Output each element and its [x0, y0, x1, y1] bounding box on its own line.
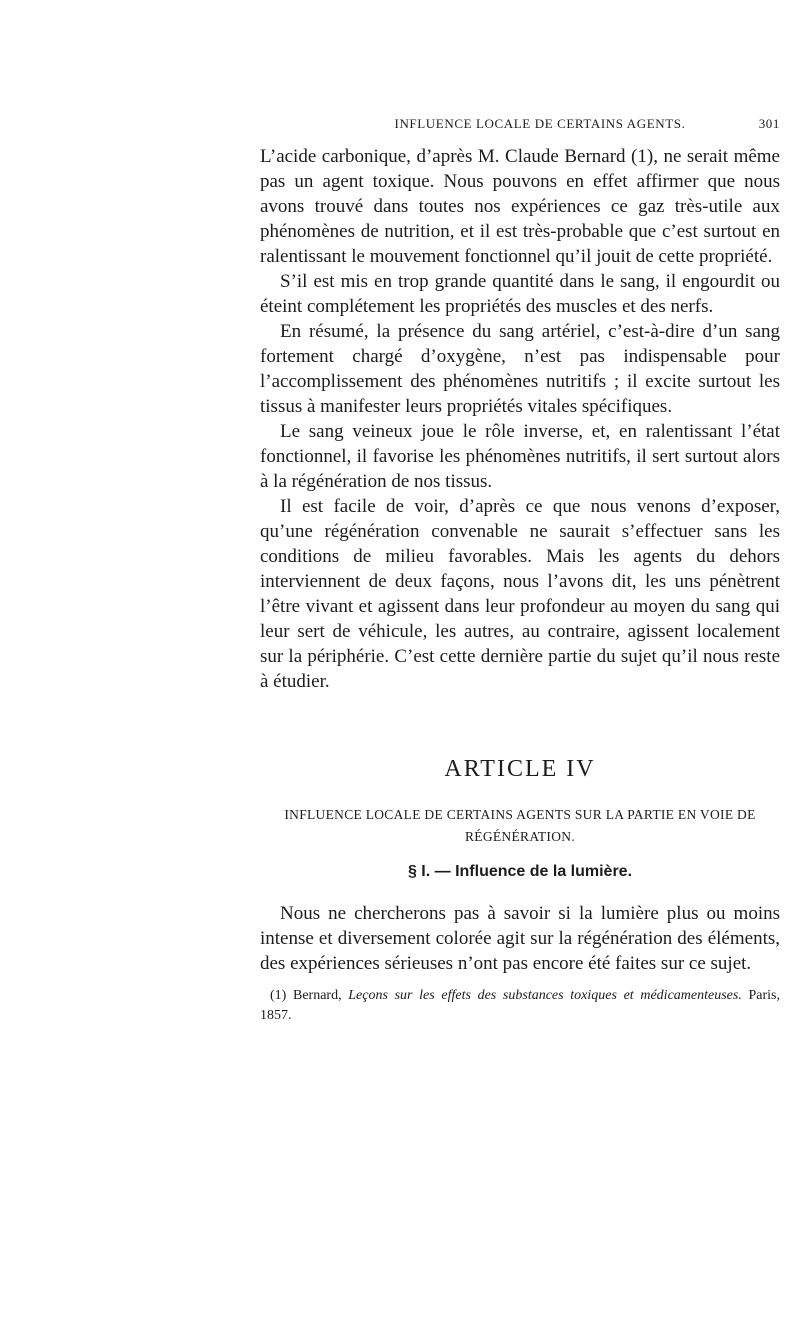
body-text [260, 144, 780, 694]
footnote [260, 986, 780, 1026]
article-subtitle-line1: INFLUENCE LOCALE DE CERTAINS AGENTS SUR LA PARTIE EN VOIE DE [284, 807, 756, 822]
paragraph-acide-carbonique: L’acide carbonique, d’après M. Claude Bernard (1), ne serait même pas un agent toxique. Nous pouvons en effet affirmer que nous avons trouvé dans toutes nos expériences ce gaz très-utile aux phénomènes de nutrition, et il est très-probable que c’est surtout en ralentissant le mouvement fonctionnel qu’il jouit de cette propriété. [260, 146, 780, 267]
article-heading: ARTICLE IV [444, 756, 596, 782]
footnote-place-date: Paris, 1857. [260, 988, 780, 1023]
paragraph-quantite: S’il est mis en trop grande quantité dans le sang, il engourdit ou éteint complétement les propriétés des muscles et des nerfs. [260, 271, 780, 317]
footnote-marker: (1) Bernard, [270, 988, 342, 1003]
paragraph-resume: En résumé, la présence du sang artériel, c’est-à-dire d’un sang fortement chargé d’oxygène, n’est pas indispensable pour l’accomplissement des phénomènes nutritifs ; il excite surtout les tissus à manifester leurs propriétés vitales spécifiques. [260, 321, 780, 417]
section-heading: § I. — Influence de la lumière. [407, 863, 633, 880]
footnote-title: Leçons sur les effets des substances toxiques et médicamenteuses. [348, 988, 742, 1003]
paragraph-lumiere: Nous ne chercherons pas à savoir si la lumière plus ou moins intense et diversement colorée agit sur la régénération des éléments, des expériences sérieuses n’ont pas encore été faites sur ce sujet. [260, 903, 780, 974]
running-head [260, 116, 780, 132]
article-subtitle [260, 804, 780, 848]
page-number: 301 [758, 116, 780, 131]
section-text [260, 901, 780, 976]
running-head-title: INFLUENCE LOCALE DE CERTAINS AGENTS. [394, 116, 686, 131]
paragraph-sang-veineux: Le sang veineux joue le rôle inverse, et, en ralentissant l’état fonctionnel, il favorise les phénomènes nutritifs, il sert surtout alors à la régénération de nos tissus. [260, 421, 780, 492]
article-subtitle-line2: RÉGÉNÉRATION. [464, 829, 575, 844]
paragraph-agents-dehors: Il est facile de voir, d’après ce que nous venons d’exposer, qu’une régénération convenable ne saurait s’effectuer sans les conditions de milieu favorables. Mais les agents du dehors interviennent de deux façons, nous l’avons dit, les uns pénètrent l’être vivant et agissent dans leur profondeur au moyen du sang qui leur sert de véhicule, les autres, au contraire, agissent localement sur la périphérie. C’est cette dernière partie du sujet qu’il nous reste à étudier. [260, 496, 780, 692]
